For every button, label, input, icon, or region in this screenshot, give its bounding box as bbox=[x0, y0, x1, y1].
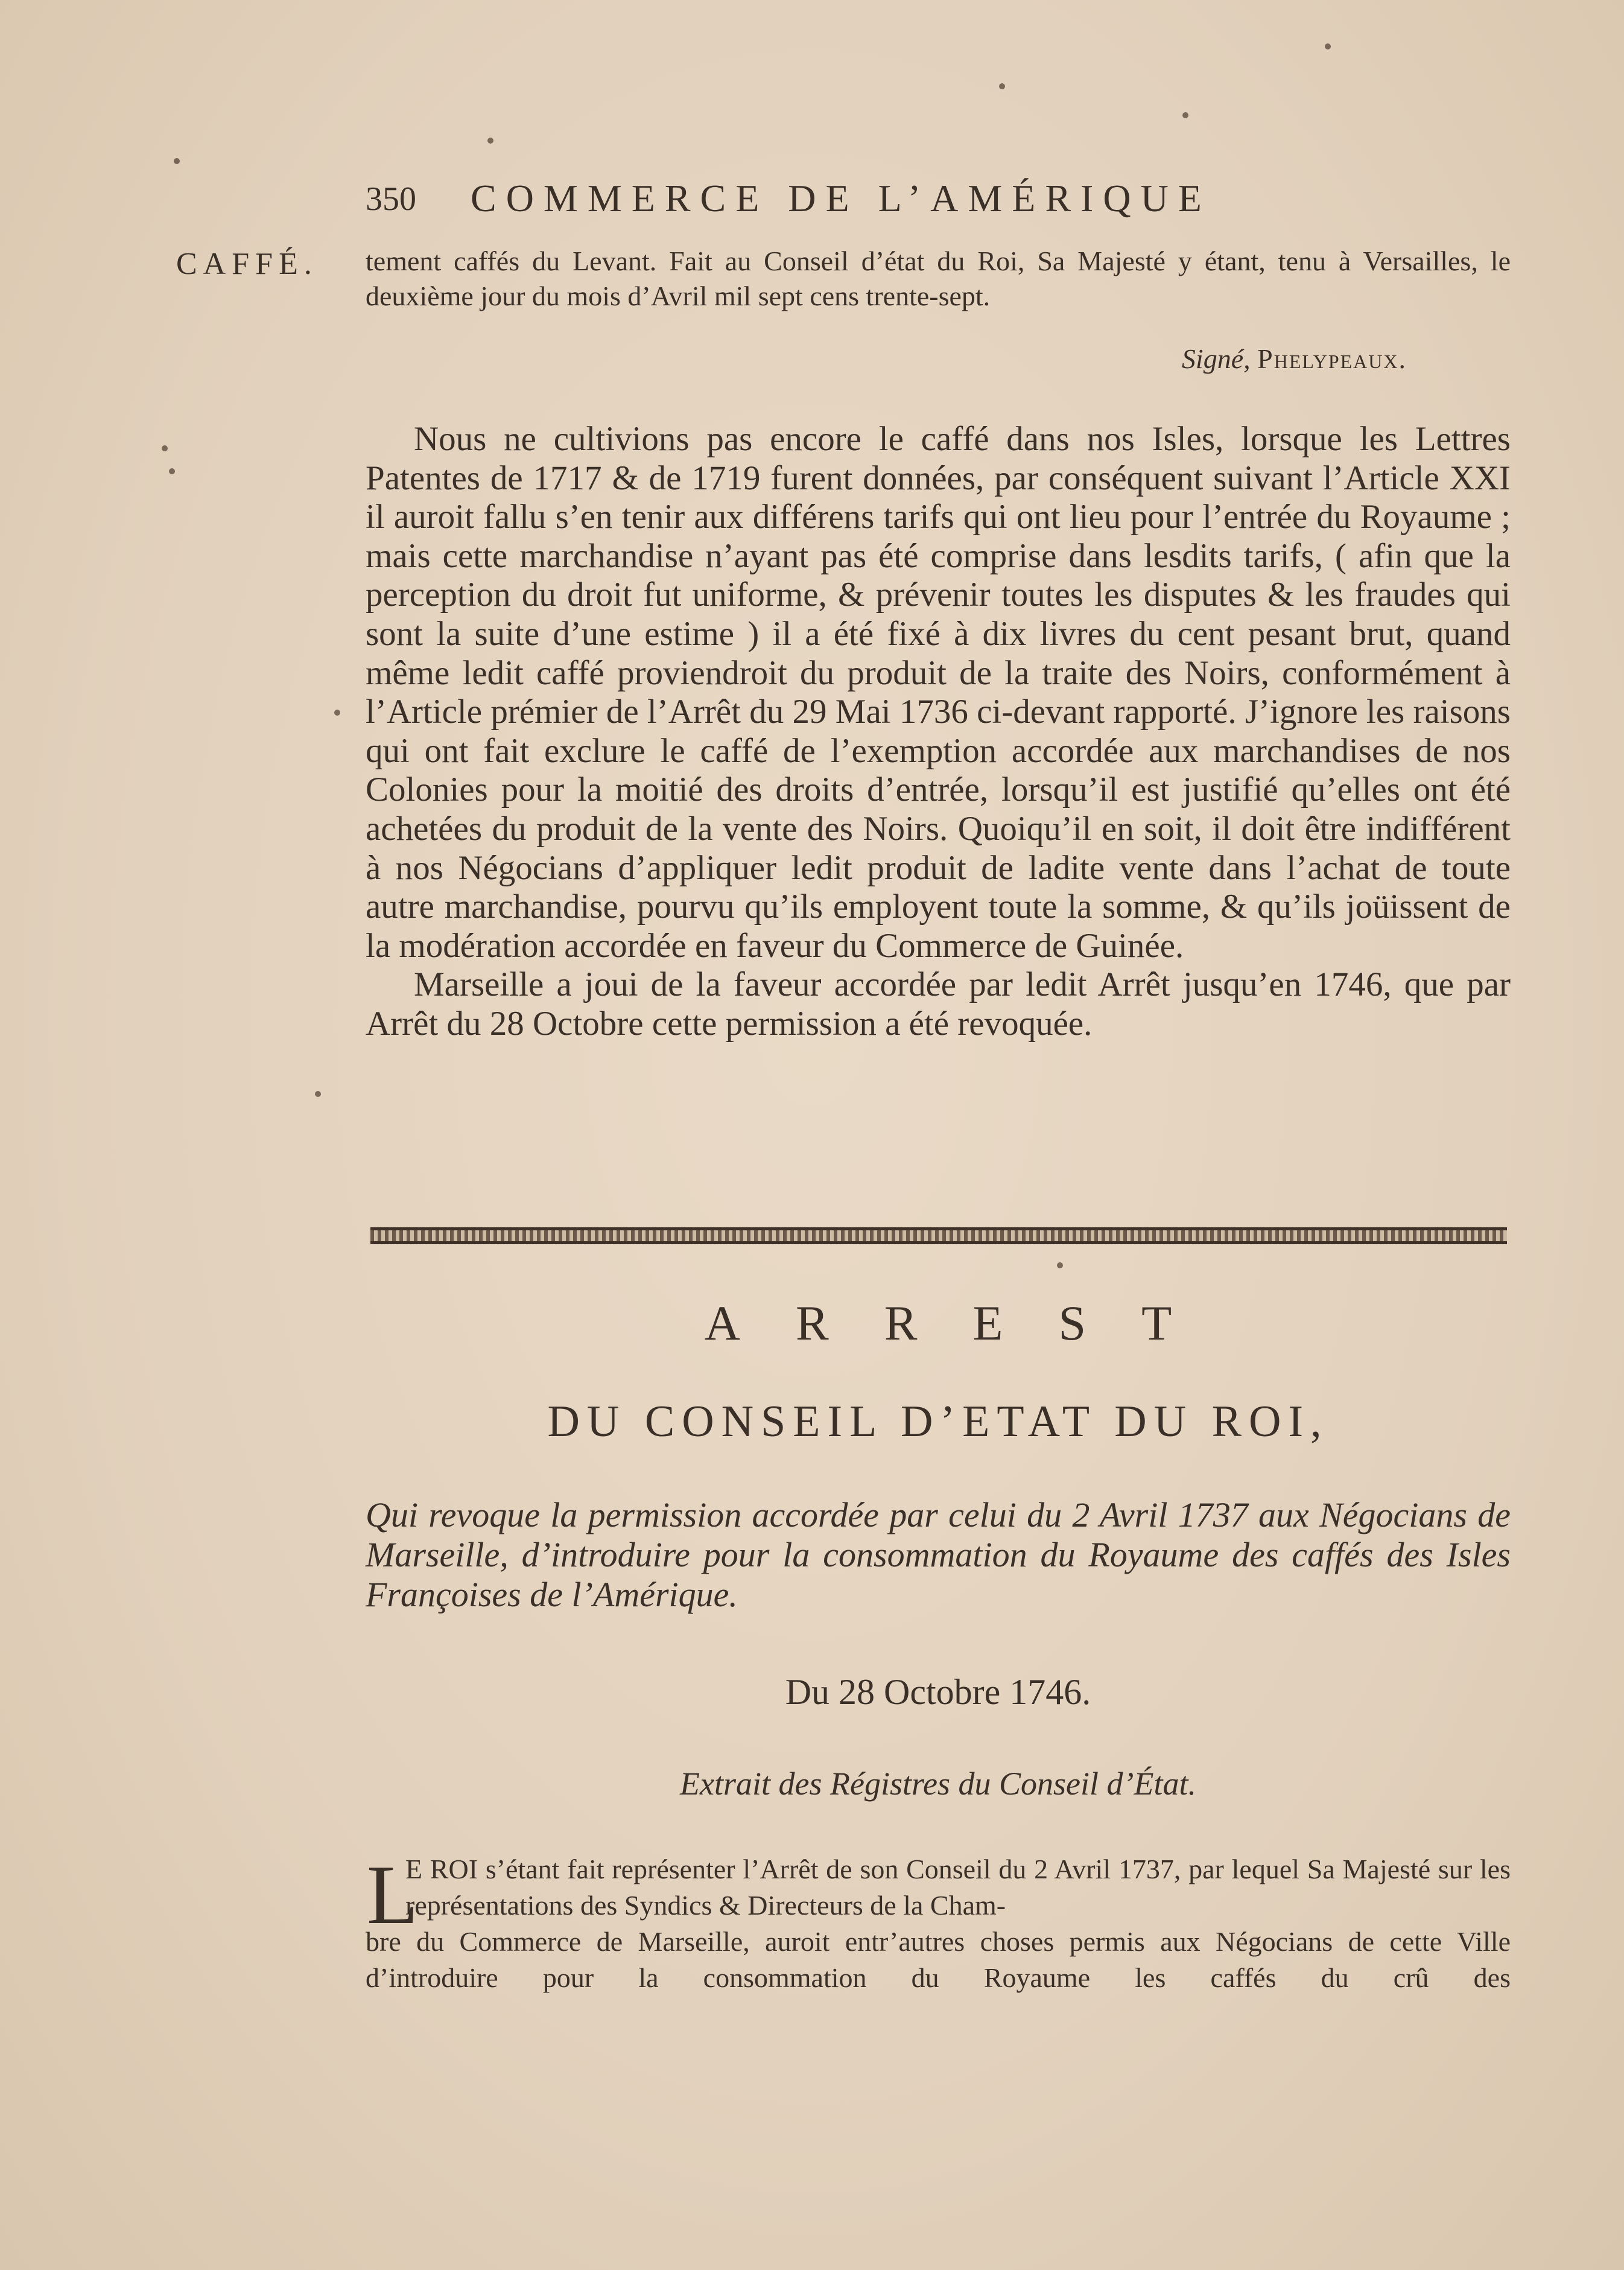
margin-note: CAFFÉ. bbox=[176, 247, 318, 281]
ink-speck bbox=[169, 468, 175, 474]
drop-cap: L bbox=[367, 1848, 419, 1942]
ink-speck bbox=[315, 1091, 321, 1097]
signature bbox=[1182, 343, 1407, 375]
ink-speck bbox=[174, 158, 180, 164]
paragraph: Marseille a joui de la faveur accordée par ledit Arrêt jusqu’en 1746, que par Arrêt du 28 Octobre cette permission a été revoquée. bbox=[366, 965, 1511, 1043]
ink-speck bbox=[162, 445, 168, 451]
decree-summary: Qui revoque la permission accordée par celui du 2 Avril 1737 aux Négocians de Marseille, d’introduire pour la consommation du Royaume des caffés des Isles Françoises de l’Amérique. bbox=[366, 1495, 1511, 1614]
register-extract: Extrait des Régistres du Conseil d’État. bbox=[680, 1766, 1196, 1802]
decree-date: Du 28 Octobre 1746. bbox=[785, 1672, 1091, 1712]
ornamental-rule bbox=[370, 1227, 1507, 1244]
page-number: 350 bbox=[366, 180, 416, 218]
signatory-name: Phelypeaux. bbox=[1257, 343, 1407, 374]
decree-heading: ARREST bbox=[704, 1296, 1228, 1350]
signed-label: Signé, bbox=[1181, 343, 1251, 374]
ink-speck bbox=[1057, 1262, 1063, 1268]
decree-text-continued: bre du Commerce de Marseille, auroit entr’autres choses permis aux Négocians de cette Ville d’introduire pour la consommation du Royaume les caffés du crû des bbox=[366, 1926, 1511, 1993]
running-title: COMMERCE DE L’AMÉRIQUE bbox=[471, 177, 1211, 220]
paragraph: Nous ne cultivions pas encore le caffé dans nos Isles, lorsque les Lettres Patentes de 1717 & de 1719 furent données, par conséquent suivant l’Article XXI il auroit fallu s’en tenir aux différens tarifs qui ont lieu pour l’entrée du Royaume ; mais cette marchandise n’ayant pas été comprise dans lesdits tarifs, ( afin que la perception du droit fut uniforme, & prévenir toutes les disputes & les fraudes qui sont la suite d’une estime ) il a été fixé à dix livres du cent pesant brut, quand même ledit caffé proviendroit du produit de la traite des Noirs, conformément à l’Article prémier de l’Arrêt du 29 Mai 1736 ci-devant rapporté. J’ignore les raisons qui ont fait exclure le caffé de l’exemption accordée aux marchandises de nos Colonies pour la moitié des droits d’entrée, lorsqu’il est justifié qu’elles ont été achetées du produit de la vente des Noirs. Quoiqu’il en soit, il doit être indifférent à nos Négocians d’appliquer ledit produit de ladite vente dans l’achat de toute autre marchandise, pourvu qu’ils employent toute la somme, & qu’ils joüissent de la modération accordée en faveur du Commerce de Guinée. bbox=[366, 420, 1511, 965]
ink-speck bbox=[334, 710, 340, 716]
commentary bbox=[366, 420, 1511, 1044]
ink-speck bbox=[487, 138, 493, 144]
decree-text-opening: E ROI s’étant fait représenter l’Arrêt de son Conseil du 2 Avril 1737, par lequel Sa Majesté sur les représentations des Syndics & Directeurs de la Cham- bbox=[405, 1854, 1511, 1921]
ink-speck bbox=[999, 83, 1005, 89]
continuation-text: tement caffés du Levant. Fait au Conseil d’état du Roi, Sa Majesté y étant, tenu à Versailles, le deuxième jour du mois d’Avril mil sept cens trente-sept. bbox=[366, 246, 1511, 311]
ink-speck bbox=[1325, 43, 1331, 49]
ink-speck bbox=[1182, 112, 1188, 118]
decree-subheading: DU CONSEIL D’ETAT DU ROI, bbox=[547, 1397, 1329, 1446]
